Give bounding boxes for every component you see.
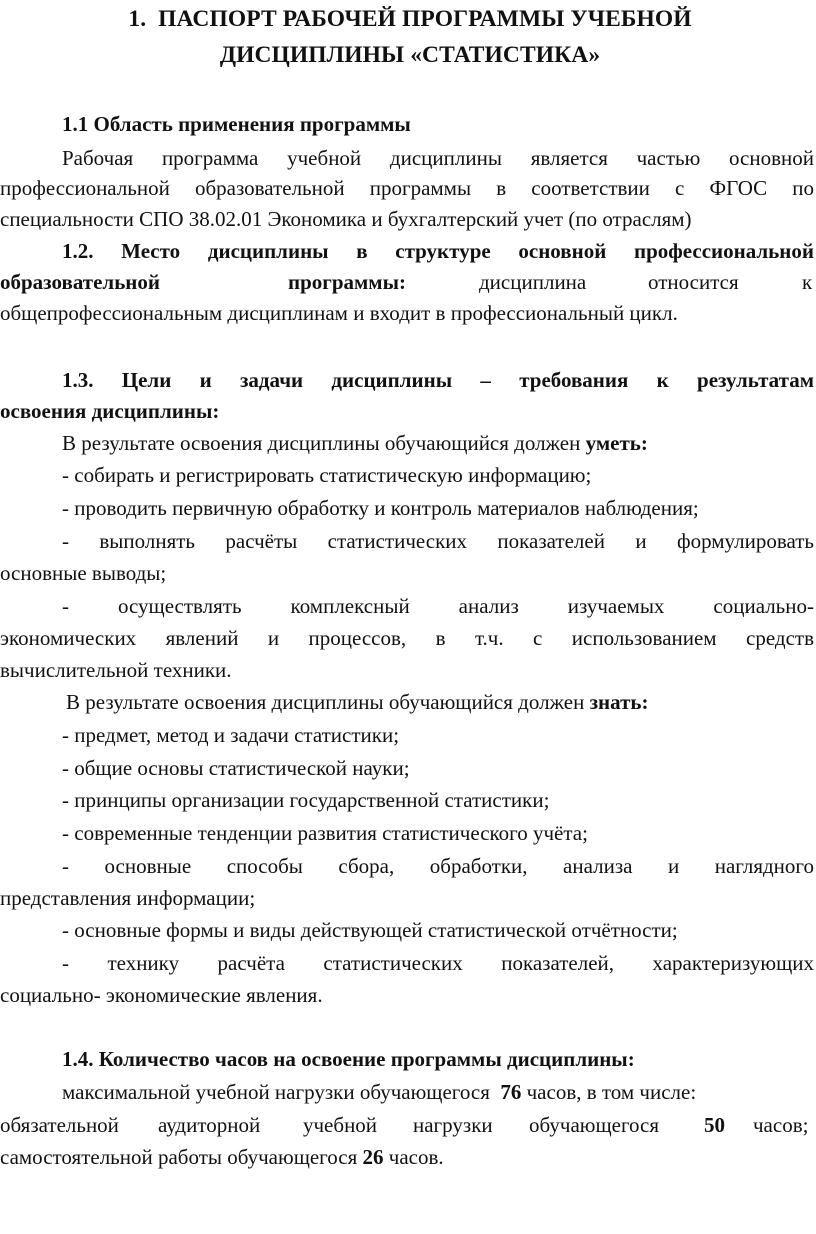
hours-classroom-text-1: обязательной [0, 1113, 119, 1137]
hours-classroom-suffix: часов; [753, 1113, 809, 1137]
skills-word: уметь: [585, 431, 648, 455]
knowledge-item-6: - основные формы и виды действующей статистической отчётности; [62, 918, 678, 942]
section-1-2-text-a: дисциплина [479, 270, 587, 294]
skill-item-3-cont: основные выводы; [0, 561, 167, 585]
knowledge-item-4: - современные тенденции развития статистического учёта; [62, 821, 588, 845]
hours-max-suffix: часов, в том числе: [521, 1080, 697, 1104]
skill-item-3: - выполнять расчёты статистических показателей и формулировать [62, 529, 814, 553]
knowledge-word: знать: [589, 690, 649, 714]
skill-item-4: - осуществлять комплексный анализ изучаемых социально- [62, 594, 814, 618]
section-1-1-line-2: профессиональной образовательной программы в соответствии с ФГОС по [0, 176, 814, 200]
knowledge-intro [66, 686, 816, 718]
section-1-2-heading-cont-a: образовательной [0, 270, 160, 294]
hours-max-text: максимальной учебной нагрузки обучающегося [62, 1080, 501, 1104]
title-line-2: ДИСЦИПЛИНЫ «СТАТИСТИКА» [219, 42, 601, 68]
section-1-2-text-c: к [802, 270, 813, 294]
section-1-3-heading-cont: освоения дисциплины: [0, 399, 220, 423]
hours-self-line [0, 1141, 816, 1173]
hours-classroom-text-3: учебной [303, 1113, 378, 1137]
knowledge-item-7: - технику расчёта статистических показателей, характеризующих [62, 951, 814, 975]
knowledge-item-1: - предмет, метод и задачи статистики; [62, 723, 400, 747]
section-1-2-heading: 1.2. Место дисциплины в структуре основной профессиональной [62, 239, 814, 263]
section-1-1-line-3: специальности СПО 38.02.01 Экономика и бухгалтерский учет (по отраслям) [0, 207, 692, 231]
hours-max-line [62, 1076, 816, 1108]
section-1-2-line-3: общепрофессиональным дисциплинам и входит в профессиональный цикл. [0, 301, 678, 325]
section-1-2-heading-cont-b: программы: [288, 270, 406, 294]
hours-classroom-value: 50 [704, 1113, 725, 1137]
knowledge-intro-text: В результате освоения дисциплины обучающийся должен [66, 690, 590, 714]
hours-self-text: самостоятельной работы обучающегося [0, 1145, 363, 1169]
section-1-1-line-1: Рабочая программа учебной дисциплины является частью основной [62, 146, 814, 170]
skill-item-4-cont-2: вычислительной техники. [0, 658, 232, 682]
section-1-2-text-b: относится [648, 270, 739, 294]
section-1-4-heading: 1.4. Количество часов на освоение программы дисциплины: [62, 1047, 635, 1071]
knowledge-item-3: - принципы организации государственной статистики; [62, 788, 550, 812]
title-line-1: 1. ПАСПОРТ РАБОЧЕЙ ПРОГРАММЫ УЧЕБНОЙ [128, 6, 692, 32]
skill-item-2: - проводить первичную обработку и контроль материалов наблюдения; [62, 496, 699, 520]
knowledge-item-5: - основные способы сбора, обработки, анализа и наглядного [62, 854, 814, 878]
hours-classroom-text-5: обучающегося [529, 1113, 660, 1137]
hours-classroom-text-2: аудиторной [158, 1113, 261, 1137]
hours-classroom-text-4: нагрузки [413, 1113, 493, 1137]
skill-item-4-cont: экономических явлений и процессов, в т.ч. с использованием средств [0, 626, 814, 650]
knowledge-item-7-cont: социально- экономические явления. [0, 983, 323, 1007]
hours-self-suffix: часов. [383, 1145, 444, 1169]
knowledge-item-5-cont: представления информации; [0, 886, 256, 910]
knowledge-item-2: - общие основы статистической науки; [62, 756, 410, 780]
skills-intro [62, 427, 816, 459]
skill-item-1: - собирать и регистрировать статистическую информацию; [62, 463, 592, 487]
hours-max-value: 76 [500, 1080, 522, 1104]
hours-self-value: 26 [362, 1145, 384, 1169]
skills-intro-text: В результате освоения дисциплины обучающийся должен [62, 431, 586, 455]
section-1-3-heading: 1.3. Цели и задачи дисциплины – требования к результатам [62, 368, 814, 392]
section-1-1-heading: 1.1 Область применения программы [62, 112, 411, 136]
